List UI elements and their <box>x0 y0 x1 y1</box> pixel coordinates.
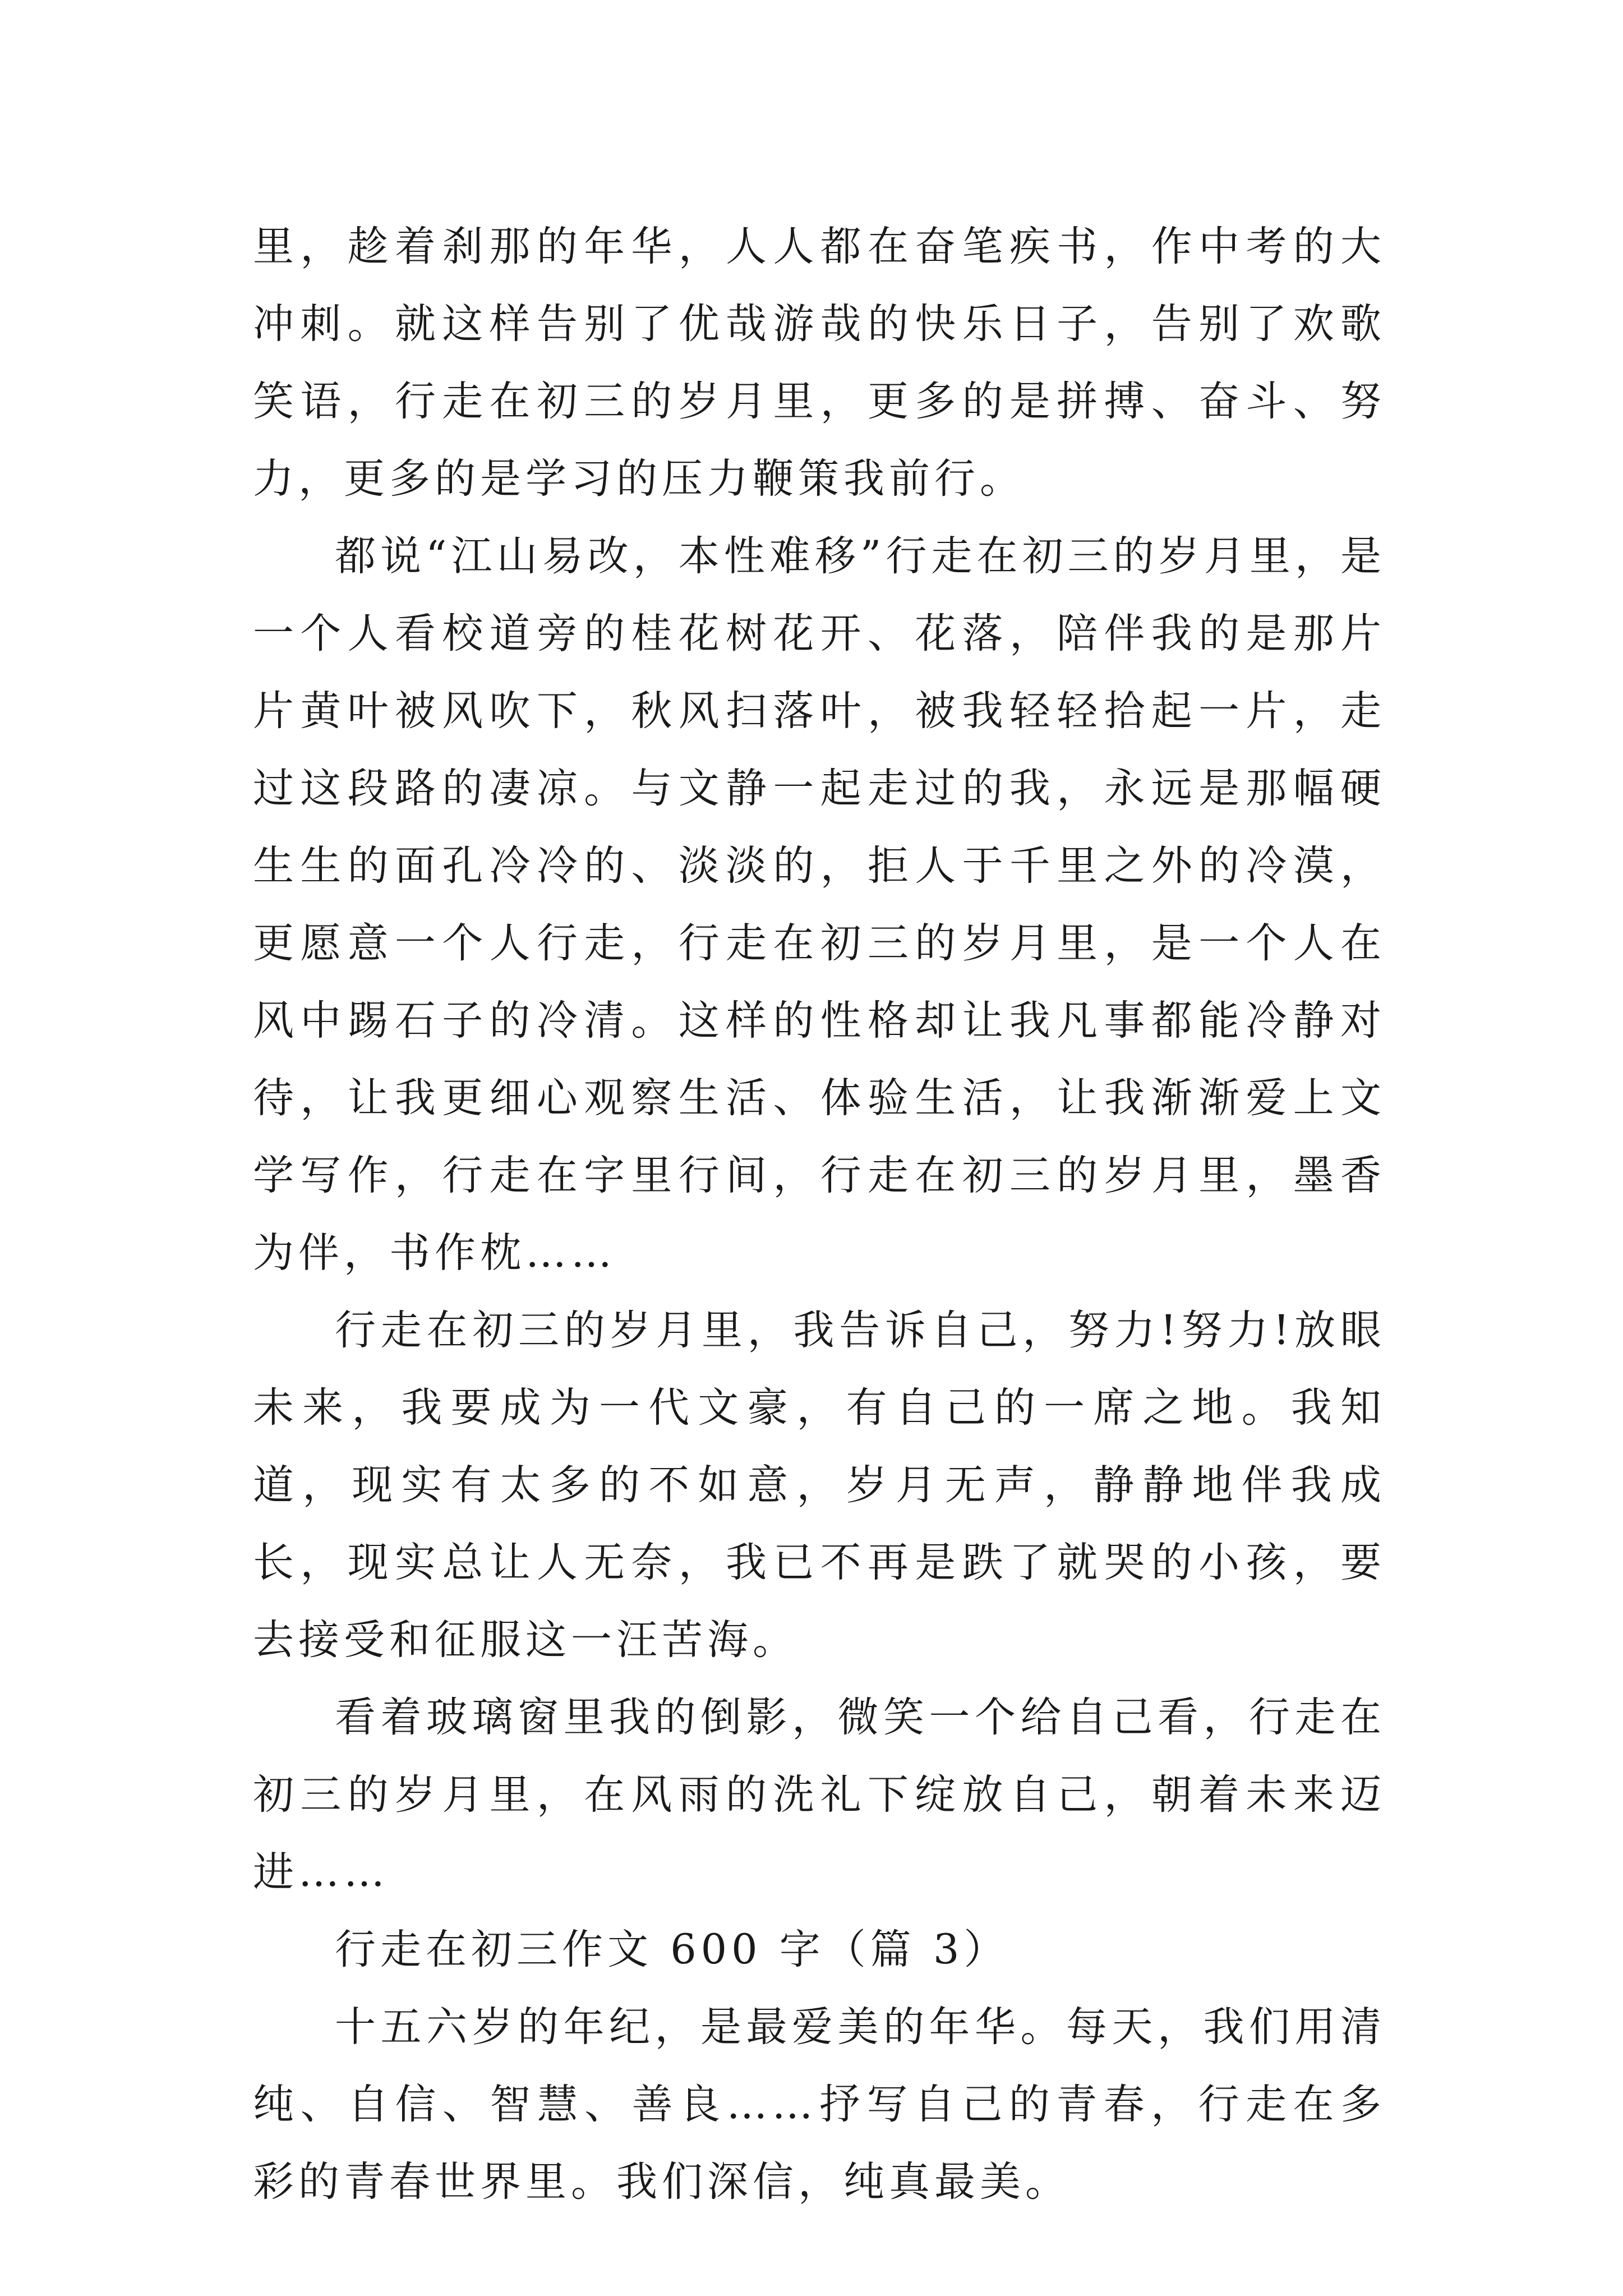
section-heading: 行走在初三作文 600 字（篇 3） <box>335 1926 1009 1973</box>
paragraph-5: 十五六岁的年纪，是最爱美的年华。每天，我们用清纯、自信、智慧、善良……抒写自己的青春，行走在多彩的青春世界里。我们深信，纯真最美。 <box>253 2003 1386 2206</box>
document-body <box>253 208 1386 2221</box>
paragraph-2: 都说“江山易改，本性难移”行走在初三的岁月里，是一个人看校道旁的桂花树花开、花落，陪伴我的是那片片黄叶被风吹下，秋风扫落叶，被我轻轻拾起一片，走过这段路的凄凉。与文静一起走过的我，永远是那幅硬生生的面孔冷冷的、淡淡的，拒人于千里之外的冷漠，更愿意一个人行走，行走在初三的岁月里，是一个人在风中踢石子的冷清。这样的性格却让我凡事都能冷静对待，让我更细心观察生活、体验生活，让我渐渐爱上文学写作，行走在字里行间，行走在初三的岁月里，墨香为伴，书作枕…… <box>253 532 1386 1277</box>
paragraph-4: 看着玻璃窗里我的倒影，微笑一个给自己看，行走在初三的岁月里，在风雨的洗礼下绽放自己，朝着未来迈进…… <box>253 1694 1386 1896</box>
paragraph-3: 行走在初三的岁月里，我告诉自己，努力!努力!放眼未来，我要成为一代文豪，有自己的一席之地。我知道，现实有太多的不如意，岁月无声，静静地伴我成长，现实总让人无奈，我已不再是跌了就哭的小孩，要去接受和征服这一汪苦海。 <box>253 1306 1386 1664</box>
paragraph-1: 里，趁着刹那的年华，人人都在奋笔疾书，作中考的大冲刺。就这样告别了优哉游哉的快乐日子，告别了欢歌笑语，行走在初三的岁月里，更多的是拼搏、奋斗、努力，更多的是学习的压力鞭策我前行。 <box>253 223 1386 503</box>
